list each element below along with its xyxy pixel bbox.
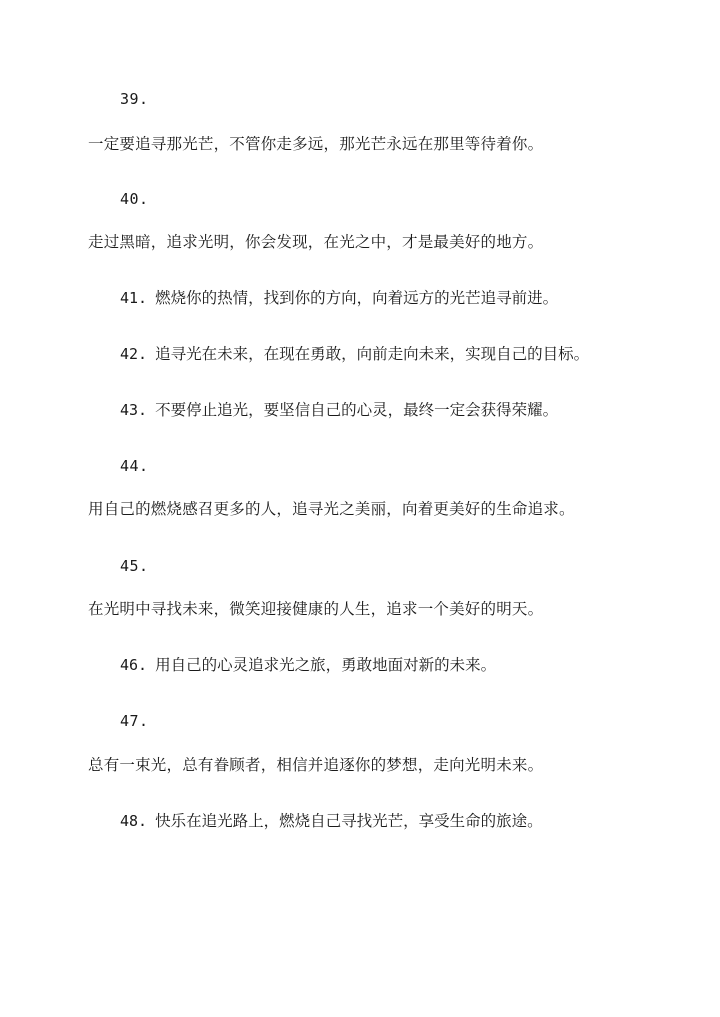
list-item [120, 288, 558, 308]
item-text: 追寻光在未来，在现在勇敢，向前走向未来，实现自己的目标。 [155, 345, 590, 363]
list-item [120, 344, 589, 364]
item-text: 走过黑暗，追求光明，你会发现，在光之中，才是最美好的地方。 [88, 233, 544, 251]
item-text: 一定要追寻那光芒，不管你走多远，那光芒永远在那里等待着你。 [88, 135, 544, 153]
item-text: 用自己的燃烧感召更多的人，追寻光之美丽，向着更美好的生命追求。 [88, 500, 575, 518]
item-text: 燃烧你的热情，找到你的方向，向着远方的光芒追寻前进。 [155, 289, 559, 307]
item-number: 43. [120, 401, 148, 419]
item-number: 48. [120, 812, 148, 830]
item-number: 40. [120, 190, 149, 208]
item-text: 总有一束光，总有眷顾者，相信并追逐你的梦想，走向光明未来。 [88, 756, 544, 774]
item-number: 41. [120, 289, 148, 307]
item-number: 46. [120, 656, 148, 674]
list-item [120, 811, 543, 831]
item-text: 在光明中寻找未来，微笑迎接健康的人生，追求一个美好的明天。 [88, 600, 544, 618]
item-number: 44. [120, 457, 149, 475]
item-number: 39. [120, 90, 149, 108]
item-number: 47. [120, 712, 149, 730]
list-item [120, 655, 496, 675]
item-text: 用自己的心灵追求光之旅，勇敢地面对新的未来。 [155, 656, 497, 674]
item-number: 45. [120, 557, 149, 575]
list-item [120, 400, 558, 420]
item-number: 42. [120, 345, 148, 363]
item-text: 不要停止追光，要坚信自己的心灵，最终一定会获得荣耀。 [155, 401, 559, 419]
item-text: 快乐在追光路上，燃烧自己寻找光芒，享受生命的旅途。 [155, 812, 543, 830]
